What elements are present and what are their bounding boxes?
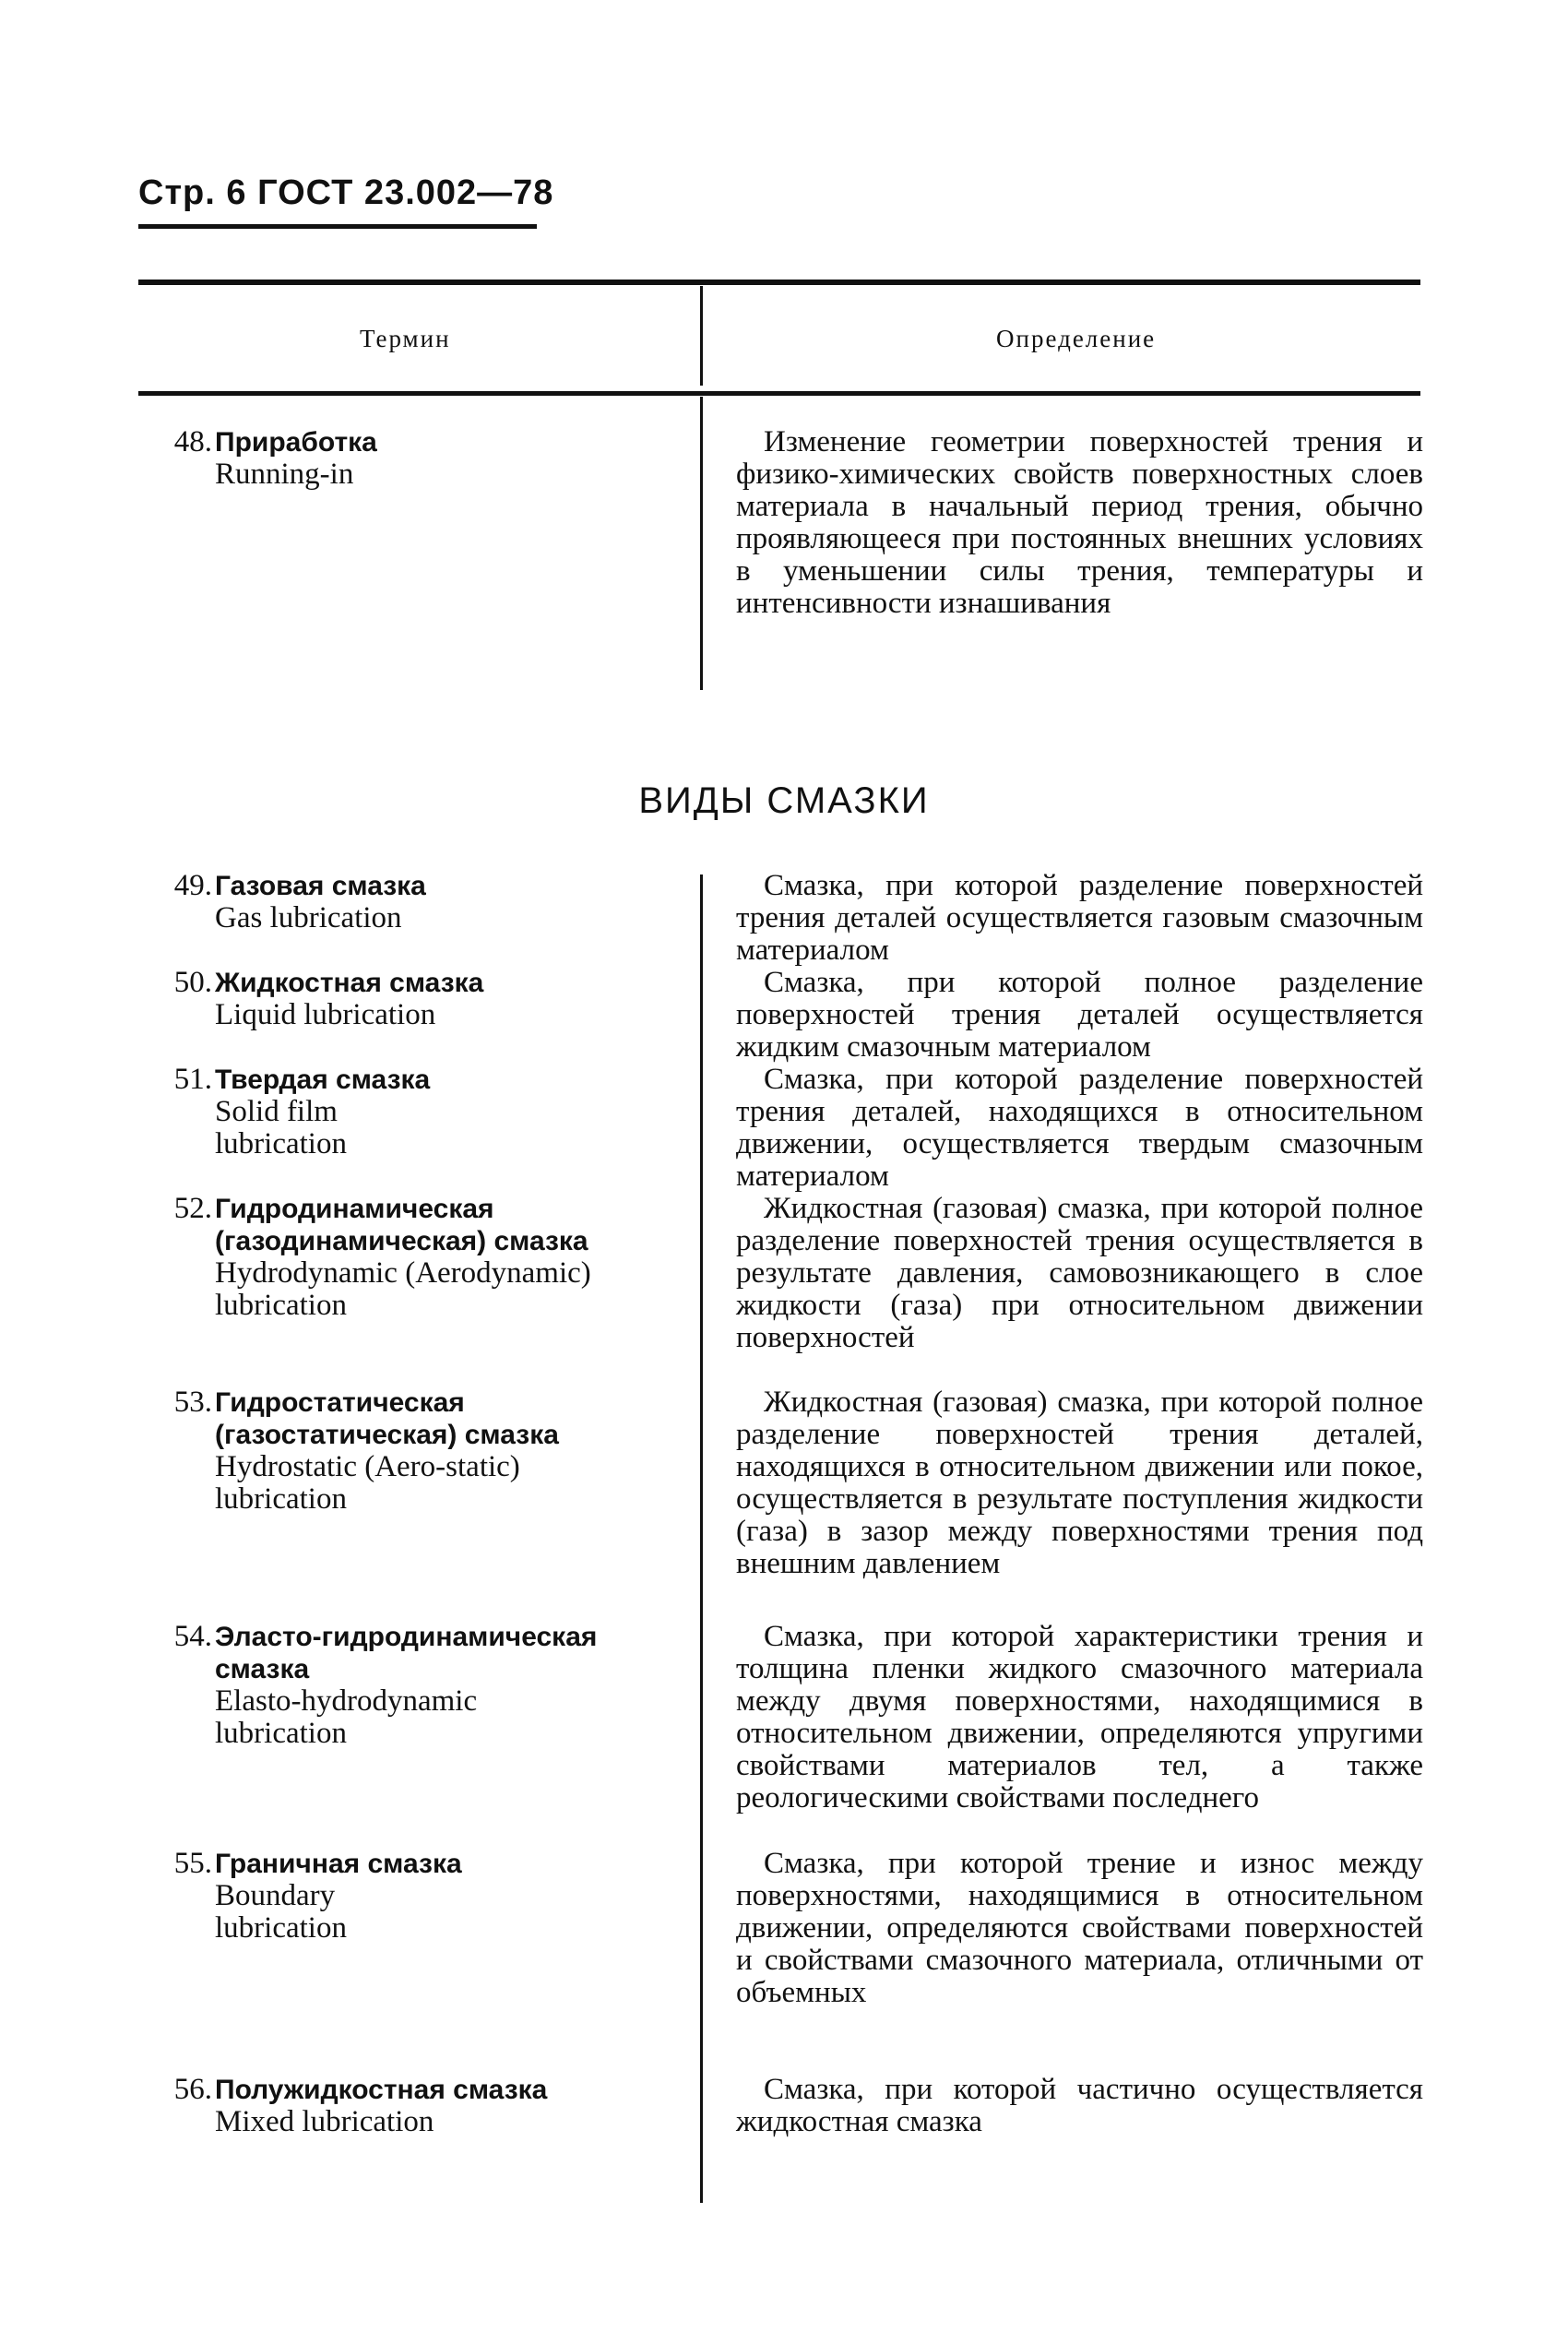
page-header: Стр. 6 ГОСТ 23.002—78 [138,173,554,212]
term-number: 54. [173,1620,212,1653]
definition-body: Смазка, при которой полное разделение поверхностей трения деталей осуществляется жидким смазочным материалом [736,966,1423,1064]
term-english: Running-in [215,458,354,491]
column-divider-main [700,874,703,2203]
definition-body: Смазка, при которой частично осуществляется жидкостная смазка [736,2073,1423,2138]
term-english: Boundary lubrication [215,1879,347,1945]
definition-text [736,1848,1423,2009]
term-english: Liquid lubrication [215,998,436,1031]
header-underline [138,224,537,229]
term-russian: Полужидкостная смазка [215,2075,548,2105]
term-english: Hydrostatic (Aero-static) lubrication [215,1450,520,1516]
term-russian: Граничная смазка [215,1849,462,1879]
definition-text [736,1621,1423,1814]
term-entry [148,2074,687,2138]
term-russian: Приработка [215,427,377,458]
term-number: 52. [173,1192,212,1225]
column-divider-top [700,397,703,690]
term-number: 51. [173,1063,212,1096]
term-entry [148,426,687,491]
term-english: Gas lubrication [215,901,402,934]
definition-body: Жидкостная (газовая) смазка, при которой полное разделение поверхностей трения деталей, находящихся в относительном движении или покое, осуществляется в результате поступления жидкости (газа) в зазор между поверхностями трения под внешним давлением [736,1386,1423,1580]
term-number: 48. [173,425,212,458]
term-number: 49. [173,869,212,902]
term-english: Hydrodynamic (Aerodynamic) lubrication [215,1256,591,1322]
term-entry [148,1848,687,1945]
definition-body: Смазка, при которой разделение поверхностей трения деталей, находящихся в относительном движении, осуществляется твердым смазочным материалом [736,1063,1423,1193]
term-number: 55. [173,1847,212,1880]
term-entry [148,1064,687,1160]
term-russian: Твердая смазка [215,1065,431,1095]
term-entry [148,870,687,934]
term-entry [148,1386,687,1516]
term-english: Solid film lubrication [215,1095,347,1160]
definition-body: Смазка, при которой характеристики трения и толщина пленки жидкого смазочного материала между двумя поверхностями, находящимися в относительном движении, определяются упругими свойствами материалов тел, а также реологическими свойствами последнего [736,1620,1423,1814]
term-russian: Жидкостная смазка [215,968,484,998]
term-english: Mixed lubrication [215,2105,434,2138]
header-column-divider [700,286,703,386]
definition-text [736,1193,1423,1354]
definition-text [736,1386,1423,1580]
definition-text [736,870,1423,967]
definition-body: Жидкостная (газовая) смазка, при которой полное разделение поверхностей трения осуществляется в результате давления, самовозникающего в слое жидкости (газа) при относительном движении поверхностей [736,1192,1423,1354]
term-russian: Гидродинамическая (газодинамическая) смазка [215,1194,588,1256]
definition-body: Смазка, при которой разделение поверхностей трения деталей осуществляется газовым смазочным материалом [736,869,1423,967]
term-english: Elasto-hydrodynamic lubrication [215,1684,478,1750]
table-header-row [138,286,1420,386]
section-title: ВИДЫ СМАЗКИ [638,780,930,821]
table-header-rule [138,391,1420,396]
term-entry [148,1193,687,1322]
term-russian: Гидростатическая (газостатическая) смазка [215,1387,559,1450]
definition-body: Смазка, при которой трение и износ между поверхностями, находящимися в относительном движении, определяются свойствами поверхностей и свойствами смазочного материала, отличными от объемных [736,1847,1423,2009]
definition-text [736,967,1423,1064]
term-number: 53. [173,1386,212,1419]
term-entry [148,967,687,1031]
term-russian: Эласто-гидродинамическая смазка [215,1622,598,1684]
term-russian: Газовая смазка [215,871,426,901]
term-number: 56. [173,2073,212,2106]
term-entry [148,1621,687,1750]
column-header-definition: Определение [996,325,1157,352]
table-top-rule [138,280,1420,285]
definition-text [736,2074,1423,2138]
column-header-term: Термин [360,325,451,352]
definition-text [736,1064,1423,1193]
definition-text [736,426,1423,620]
term-number: 50. [173,966,212,999]
definition-body: Изменение геометрии поверхностей трения и физико-химических свойств поверхностных слоев материала в начальный период трения, обычно проявляющееся при постоянных внешних условиях в уменьшении силы трения, температуры и интенсивности изнашивания [736,425,1423,620]
